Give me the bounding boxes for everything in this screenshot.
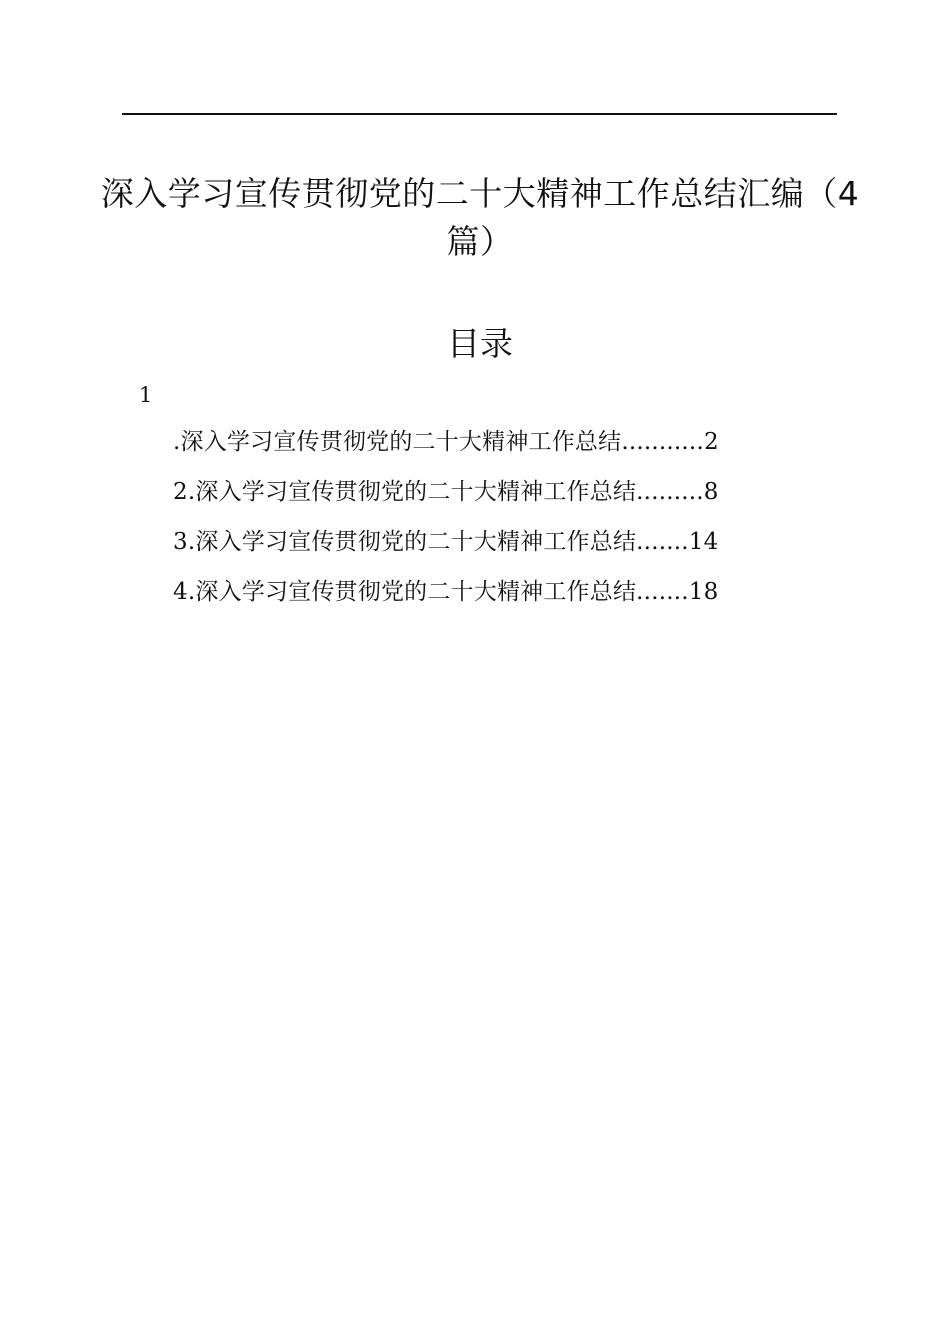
toc-entry-4[interactable] bbox=[173, 574, 785, 624]
toc-entry-1[interactable] bbox=[173, 424, 785, 474]
toc-entry-page: 8 bbox=[703, 479, 719, 505]
toc-entry-title: 深入学习宣传贯彻党的二十大精神工作总结 bbox=[195, 579, 637, 605]
toc-entry-prefix: 2. bbox=[173, 479, 196, 505]
toc-entry-2[interactable] bbox=[173, 474, 785, 524]
table-of-contents bbox=[173, 424, 785, 624]
toc-entry-prefix: 3. bbox=[173, 529, 196, 555]
list-number: 1 bbox=[139, 383, 153, 407]
toc-entry-page: 2 bbox=[703, 429, 719, 455]
toc-heading: 目录 bbox=[447, 324, 513, 363]
toc-entry-prefix: 4. bbox=[173, 579, 196, 605]
header-rule bbox=[122, 113, 837, 115]
toc-entry-leader: ........... bbox=[621, 429, 704, 455]
toc-entry-prefix: . bbox=[173, 429, 181, 455]
toc-entry-title: 深入学习宣传贯彻党的二十大精神工作总结 bbox=[180, 429, 622, 455]
toc-entry-title: 深入学习宣传贯彻党的二十大精神工作总结 bbox=[195, 529, 637, 555]
toc-entry-leader: ....... bbox=[636, 579, 689, 605]
toc-entry-title: 深入学习宣传贯彻党的二十大精神工作总结 bbox=[195, 479, 637, 505]
toc-entry-page: 14 bbox=[688, 529, 719, 555]
document-title: 深入学习宣传贯彻党的二十大精神工作总结汇编（4篇） bbox=[100, 174, 860, 261]
toc-entry-3[interactable] bbox=[173, 524, 785, 574]
toc-entry-page: 18 bbox=[688, 579, 719, 605]
toc-entry-leader: ....... bbox=[636, 529, 689, 555]
toc-entry-leader: ......... bbox=[636, 479, 704, 505]
